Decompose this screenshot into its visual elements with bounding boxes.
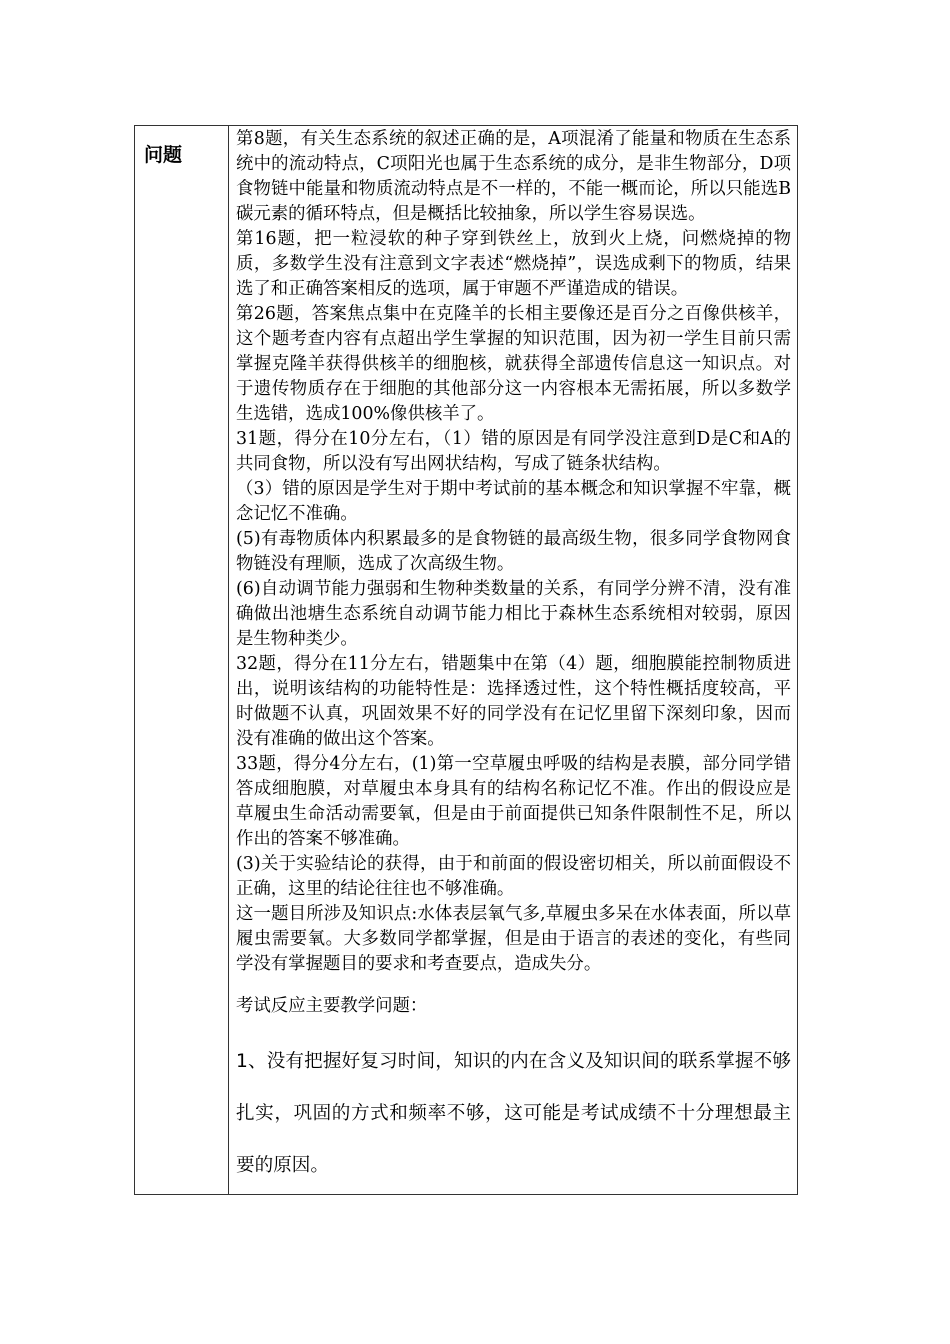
- paragraph-q33-knowledge: 这一题目所涉及知识点:水体表层氧气多,草履虫多呆在水体表面，所以草履虫需要氧。大多数同学都掌握，但是由于语言的表述的变化，有些同学没有掌握题目的要求和考查要点，造成失分。: [236, 904, 791, 974]
- content-cell: [229, 126, 797, 1194]
- paragraph-q31-5: (5)有毒物质体内积累最多的是食物链的最高级生物，很多同学食物网食物链没有理顺，选成了次高级生物。: [236, 529, 791, 574]
- paragraph-q26: 第26题，答案焦点集中在克隆羊的长相主要像还是百分之百像供核羊，这个题考查内容有点超出学生掌握的知识范围，因为初一学生目前只需掌握克隆羊获得供核羊的细胞核，就获得全部遗传信息这一知识点。对于遗传物质存在于细胞的其他部分这一内容根本无需拓展，所以多数学生选错，选成100%像供核羊了。: [236, 304, 791, 424]
- row-label: 问题: [144, 144, 183, 166]
- paragraph-q16: 第16题，把一粒浸软的种子穿到铁丝上，放到火上烧，问燃烧掉的物质，多数学生没有注意到文字表述“燃烧掉”，误选成剩下的物质，结果选了和正确答案相反的选项，属于审题不严谨造成的错误。: [236, 229, 791, 299]
- teaching-issue-1: 1、没有把握好复习时间，知识的内在含义及知识间的联系掌握不够扎实，巩固的方式和频率不够，这可能是考试成绩不十分理想最主要的原因。: [236, 1051, 791, 1176]
- paragraph-q33-1: 33题，得分4分左右，(1)第一空草履虫呼吸的结构是表膜，部分同学错答成细胞膜，对草履虫本身具有的结构名称记忆不准。作出的假设应是草履虫生命活动需要氧，但是由于前面提供已知条件限制性不足，所以作出的答案不够准确。: [236, 754, 791, 849]
- paragraph-q31-6: (6)自动调节能力强弱和生物种类数量的关系，有同学分辨不清，没有准确做出池塘生态系统自动调节能力相比于森林生态系统相对较弱，原因是生物种类少。: [236, 579, 791, 649]
- paragraph-q8: 第8题，有关生态系统的叙述正确的是，A项混淆了能量和物质在生态系统中的流动特点，C项阳光也属于生态系统的成分，是非生物部分，D项食物链中能量和物质流动特点是不一样的，不能一概而论，所以只能选B碳元素的循环特点，但是概括比较抽象，所以学生容易误选。: [236, 129, 791, 224]
- paragraph-q32: 32题，得分在11分左右，错题集中在第（4）题，细胞膜能控制物质进出，说明该结构的功能特性是：选择透过性，这个特性概括度较高，平时做题不认真，巩固效果不好的同学没有在记忆里留下深刻印象，因而没有准确的做出这个答案。: [236, 654, 791, 749]
- paragraph-q31-3: （3）错的原因是学生对于期中考试前的基本概念和知识掌握不牢靠，概念记忆不准确。: [236, 479, 791, 524]
- teaching-issues-heading: 考试反应主要教学问题：: [236, 996, 428, 1016]
- analysis-table: [134, 125, 798, 1195]
- paragraph-q31-1: 31题，得分在10分左右，（1）错的原因是有同学没注意到D是C和A的共同食物，所以没有写出网状结构，写成了链条状结构。: [236, 429, 791, 474]
- paragraph-q33-3: (3)关于实验结论的获得，由于和前面的假设密切相关，所以前面假设不正确，这里的结论往往也不够准确。: [236, 854, 791, 899]
- row-label-cell: [135, 126, 229, 1194]
